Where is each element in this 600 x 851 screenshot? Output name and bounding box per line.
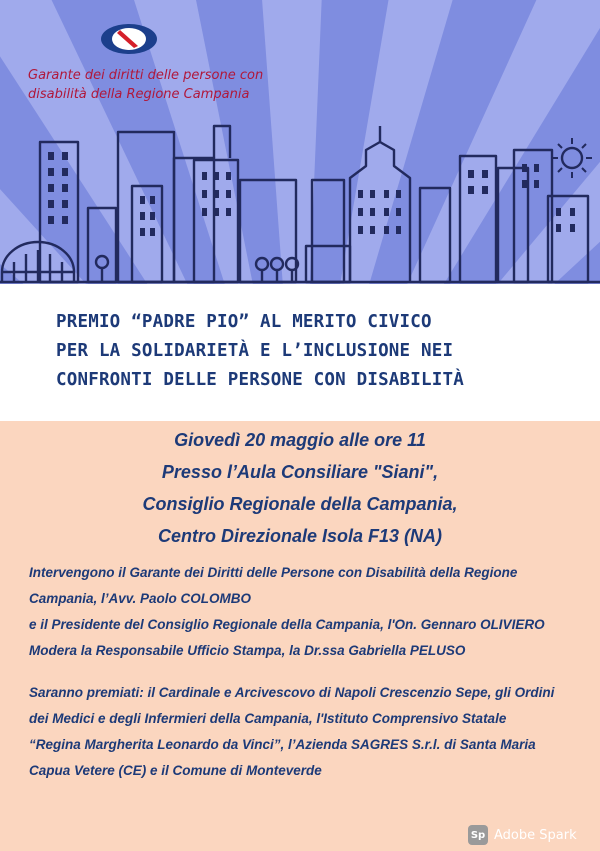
speakers-line3: e il Presidente del Consiglio Regionale della Campania, l'On. Gennaro OLIVIERO — [29, 617, 545, 632]
event-venue-line1: Presso l’Aula Consiliare "Siani", — [161, 462, 439, 482]
event-date: Giovedì 20 maggio alle ore 11 — [174, 430, 426, 450]
hero-banner — [0, 0, 600, 284]
award-title-line2: PER LA SOLIDARIETÀ E L’INCLUSIONE NEI — [56, 341, 454, 361]
speakers-line1: Intervengono il Garante dei Diritti delle Persone con Disabilità della Regione — [29, 565, 518, 580]
adobe-spark-logo-icon: Sp — [468, 825, 488, 845]
award-title-line3: CONFRONTI DELLE PERSONE CON DISABILITÀ — [56, 370, 464, 390]
awardees-paragraph — [29, 680, 594, 784]
organization-name — [28, 66, 328, 104]
event-venue-line2: Consiglio Regionale della Campania, — [142, 494, 458, 514]
event-venue-line3: Centro Direzionale Isola F13 (NA) — [157, 526, 443, 546]
awardees-line2: dei Medici e degli Infermieri della Campania, l'Istituto Comprensivo Statale — [29, 711, 507, 726]
organization-name-line2: disabilità della Regione Campania — [28, 87, 250, 102]
city-skyline-illustration — [0, 0, 600, 284]
award-title — [56, 308, 596, 395]
organization-name-line1: Garante dei diritti delle persone con — [28, 68, 264, 83]
region-logo — [101, 24, 157, 54]
awardees-line3: “Regina Margherita Leonardo da Vinci”, l’Azienda SAGRES S.r.l. di Santa Maria — [29, 737, 536, 752]
adobe-spark-label: Adobe Spark — [494, 827, 577, 843]
award-title-line1: PREMIO “PADRE PIO” AL MERITO CIVICO — [56, 312, 432, 332]
awardees-line4: Capua Vetere (CE) e il Comune di Monteverde — [29, 763, 322, 778]
speakers-line4: Modera la Responsabile Ufficio Stampa, la Dr.ssa Gabriella PELUSO — [29, 643, 466, 658]
speakers-paragraph — [29, 560, 594, 664]
adobe-spark-watermark — [468, 824, 577, 846]
speakers-line2: Campania, l’Avv. Paolo COLOMBO — [29, 591, 252, 606]
awardees-line1: Saranno premiati: il Cardinale e Arcivescovo di Napoli Crescenzio Sepe, gli Ordini — [29, 685, 555, 700]
